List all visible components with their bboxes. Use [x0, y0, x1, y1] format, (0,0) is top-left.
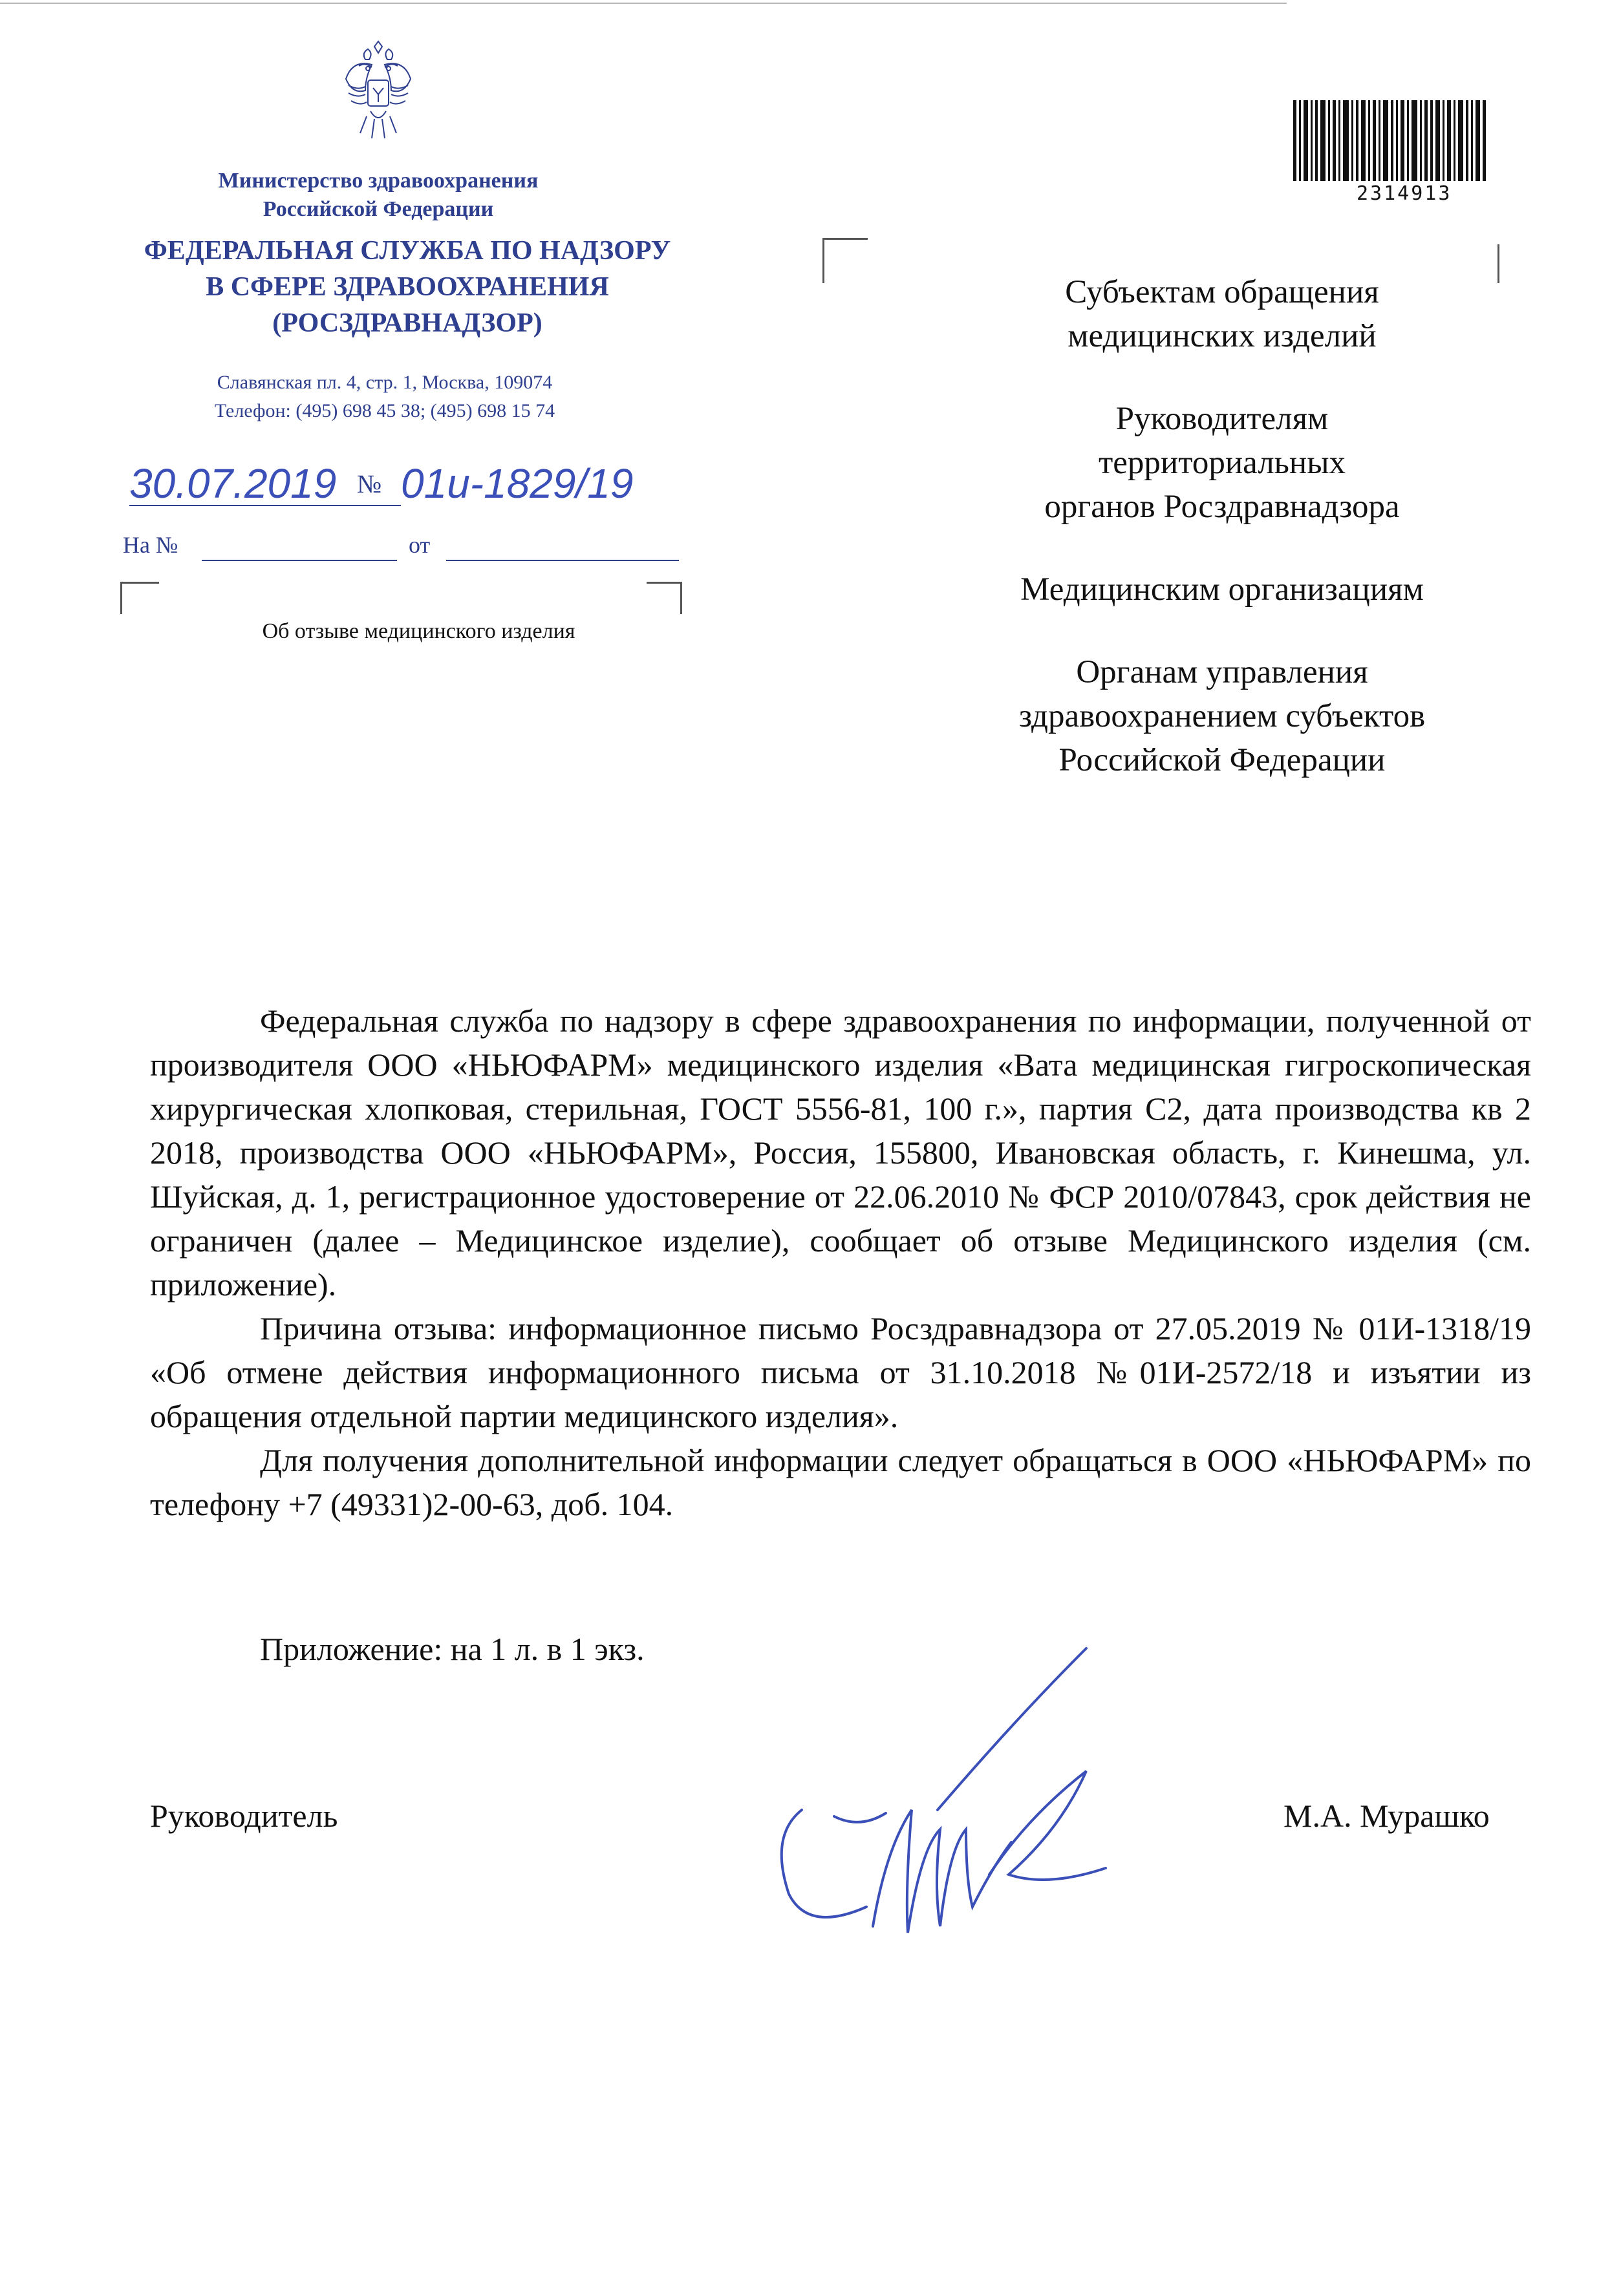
address-line-2: Телефон: (495) 698 45 38; (495) 698 15 74 [214, 400, 555, 421]
service-line-3: (РОСЗДРАВНАДЗОР) [272, 308, 542, 338]
recipient-line: Органам управления [1076, 654, 1368, 690]
recipient-line: Медицинским организациям [1020, 571, 1424, 608]
recipient-line: органов Росздравнадзора [1044, 489, 1400, 525]
ministry-line-1: Министерство здравоохранения [218, 169, 539, 193]
recipient-line: здравоохранением субъектов [1018, 698, 1426, 734]
recipient-group [931, 650, 1513, 782]
top-rule [0, 3, 1287, 4]
signatory-role: Руководитель [150, 1798, 338, 1834]
body-paragraph-1: Федеральная служба по надзору в сфере здравоохранения по информации, полученной от производителя ООО «НЬЮФАРМ» медицинского изделия «Вата медицинская гигроскопическая хирургическая хлопковая, стерильная, ГОСТ 5556-81, 100 г.», партия С2, дата производства кв 2 2018, производства ООО «НЬЮФАРМ», Россия, 155800, Ивановская область, г. Кинешма, ул. Шуйская, д. 1, регистрационное удостоверение от 22.06.2010 № ФСР 2010/07843, срок действия не ограничен (далее – Медицинское изделие), сообщает об отзыве Медицинского изделия (см. приложение). [150, 1003, 1531, 1302]
recipient-group [931, 568, 1513, 611]
corner-bracket [680, 582, 682, 614]
number-sign: № [357, 469, 382, 498]
corner-bracket [120, 582, 122, 614]
recipients-block [931, 270, 1513, 821]
recipient-group [931, 270, 1513, 358]
subject-line: Об отзыве медицинского изделия [262, 619, 575, 643]
body-paragraph-2: Причина отзыва: информационное письмо Росздравнадзора от 27.05.2019 № 01И-1318/19 «Об отмене действия информационного письма от 31.10.2018 №01И-2572/18 и изъятии из обращения отдельной партии медицинского изделия». [150, 1310, 1531, 1434]
body-paragraph-3: Для получения дополнительной информации следует обращаться в ООО «НЬЮФАРМ» по телефону +7 (49331)2-00-63, доб. 104. [150, 1442, 1531, 1522]
recipient-line: территориальных [1099, 445, 1346, 481]
on-no-label: На № [123, 532, 178, 558]
from-label: от [409, 532, 431, 558]
barcode [1293, 100, 1487, 181]
registration-date-number [129, 452, 776, 549]
coat-of-arms-emblem [339, 40, 417, 156]
service-name [116, 233, 698, 341]
letter-body [150, 999, 1531, 1526]
barcode-number: 2314913 [1357, 182, 1452, 205]
corner-bracket [822, 238, 824, 283]
corner-bracket [120, 582, 159, 584]
appendix-note: Приложение: на 1 л. в 1 экз. [260, 1631, 645, 1667]
on-no-line [202, 560, 397, 561]
registration-number: 01и-1829/19 [401, 460, 634, 507]
recipient-line: Субъектам обращения [1065, 274, 1379, 310]
service-line-2: В СФЕРЕ ЗДРАВООХРАНЕНИЯ [206, 272, 609, 302]
registration-date: 30.07.2019 [129, 460, 337, 507]
address-block [116, 368, 653, 425]
corner-bracket [822, 238, 868, 240]
ministry-name [116, 167, 640, 224]
from-line [446, 560, 679, 561]
service-line-1: ФЕДЕРАЛЬНАЯ СЛУЖБА ПО НАДЗОРУ [144, 236, 671, 266]
recipient-line: медицинских изделий [1068, 318, 1377, 354]
address-line-1: Славянская пл. 4, стр. 1, Москва, 109074 [217, 372, 553, 393]
corner-bracket [647, 582, 682, 584]
recipient-line: Российской Федерации [1058, 742, 1386, 778]
handwritten-signature [744, 1642, 1164, 1965]
signatory-name: М.А. Мурашко [1283, 1798, 1490, 1834]
recipient-line: Руководителям [1115, 401, 1329, 437]
recipient-group [931, 397, 1513, 529]
ministry-line-2: Российской Федерации [263, 197, 494, 221]
